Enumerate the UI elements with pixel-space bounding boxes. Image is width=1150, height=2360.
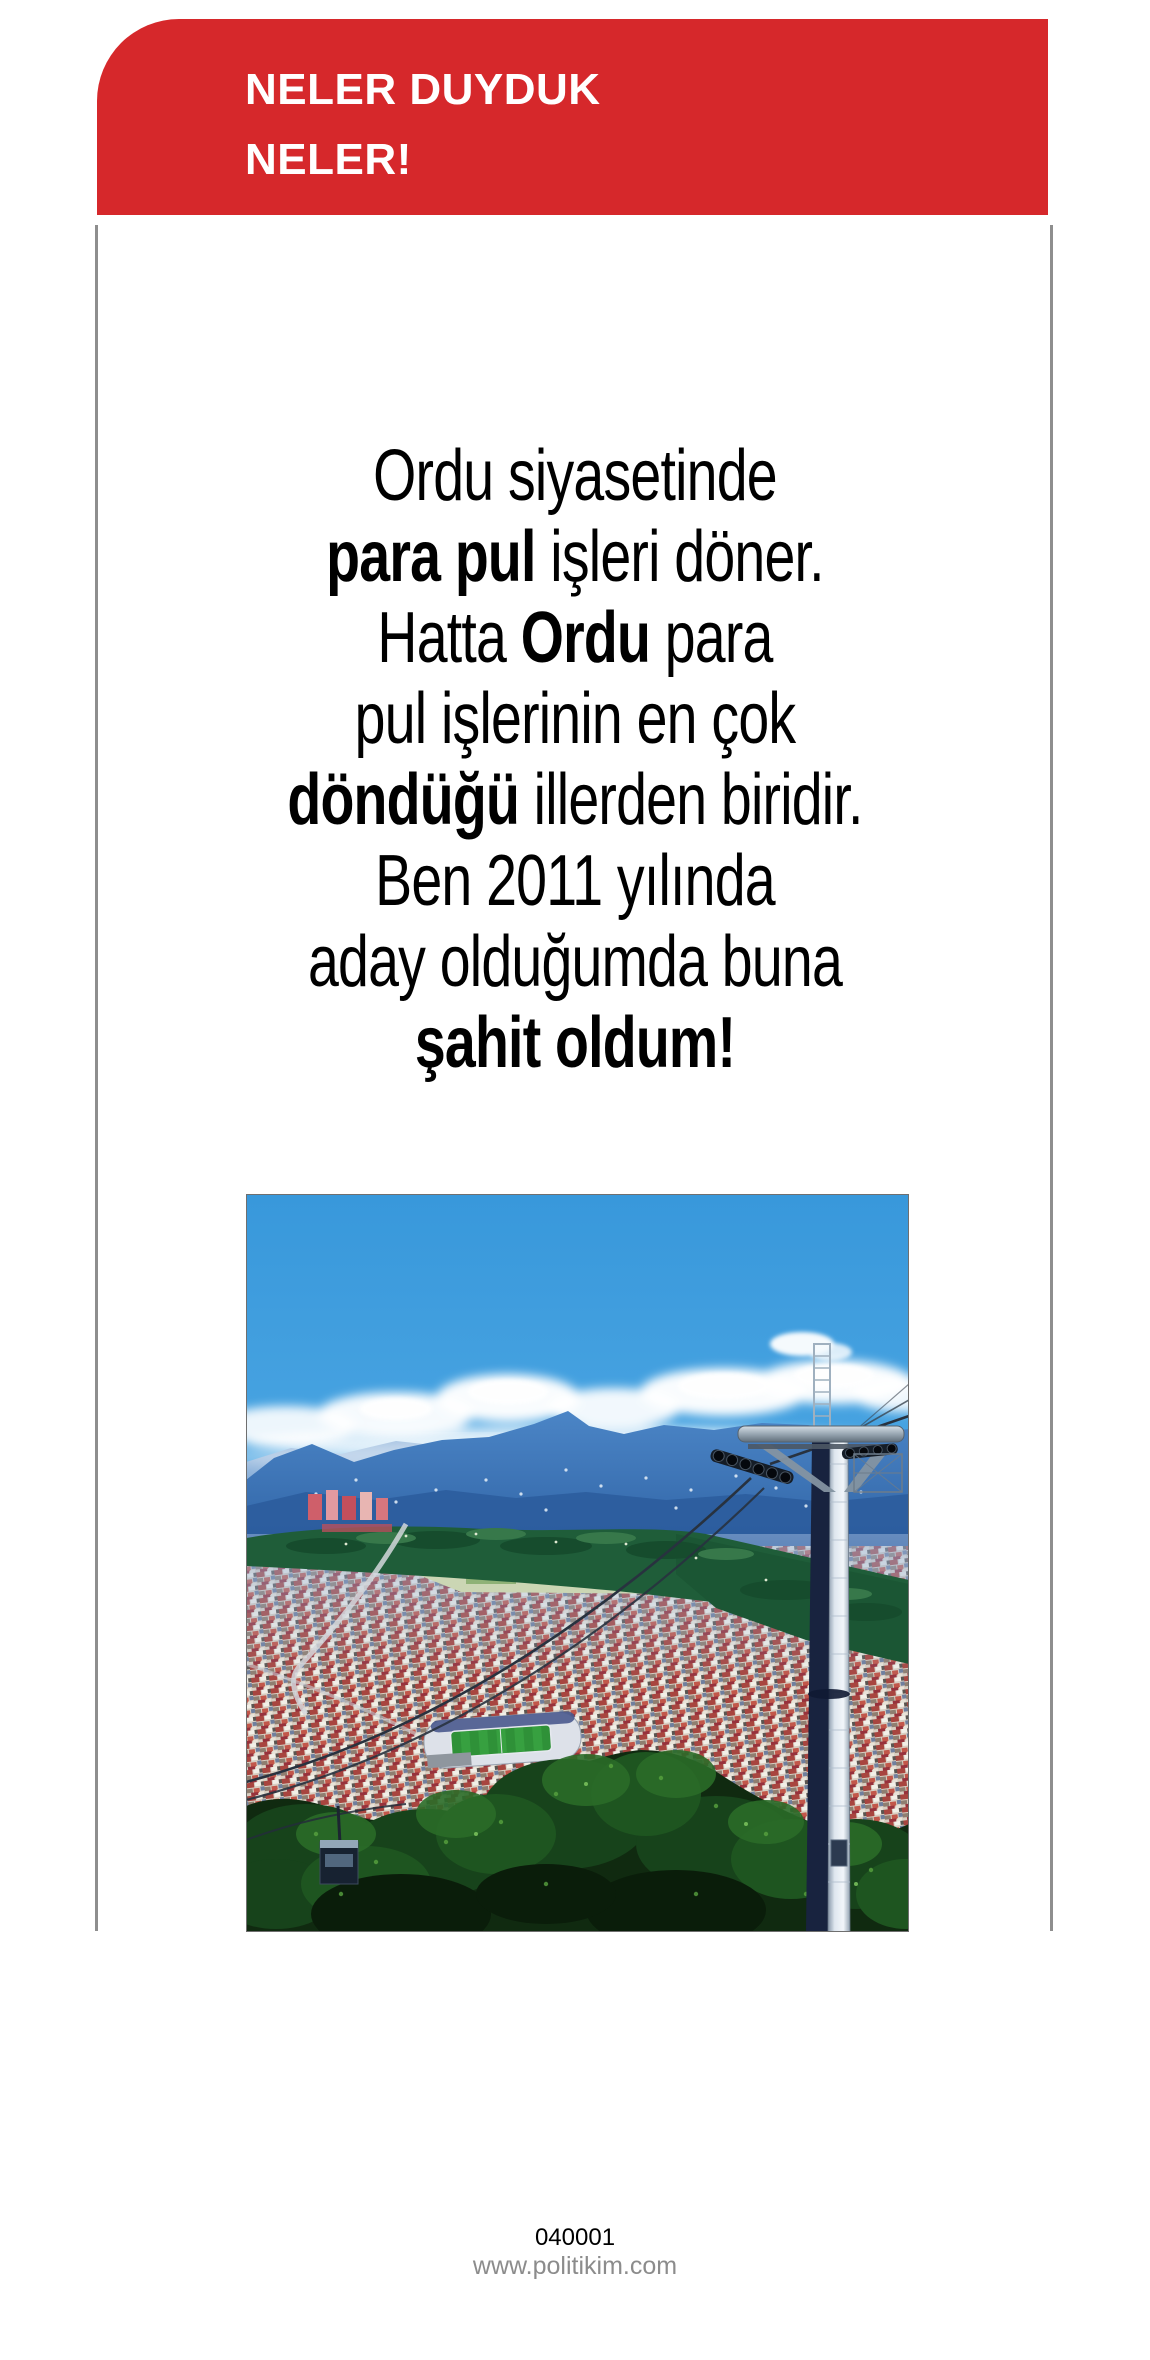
quote-line: Ben 2011 yılında (375, 841, 775, 921)
quote-line: Hatta Ordu para (377, 598, 773, 678)
ordu-city-aerial-photo (246, 1194, 909, 1932)
header-banner (97, 19, 1048, 215)
quote-line: şahit oldum! (414, 1003, 736, 1083)
code-number: 040001 (534, 2224, 616, 2251)
quote-line: aday olduğumda buna (307, 922, 843, 1002)
quote-text (132, 436, 1018, 1084)
quote-line: Ordu siyasetinde (373, 436, 777, 516)
page-title (245, 55, 601, 195)
page-title-line2: NELER! (245, 135, 412, 184)
quote-line: pul işlerinin en çok (354, 679, 796, 759)
quote-line: döndüğü illerden biridir. (287, 760, 863, 840)
page-title-line1: NELER DUYDUK (245, 65, 601, 114)
quote-line: para pul işleri döner. (326, 517, 824, 597)
website-url: www.politikim.com (472, 2252, 678, 2280)
